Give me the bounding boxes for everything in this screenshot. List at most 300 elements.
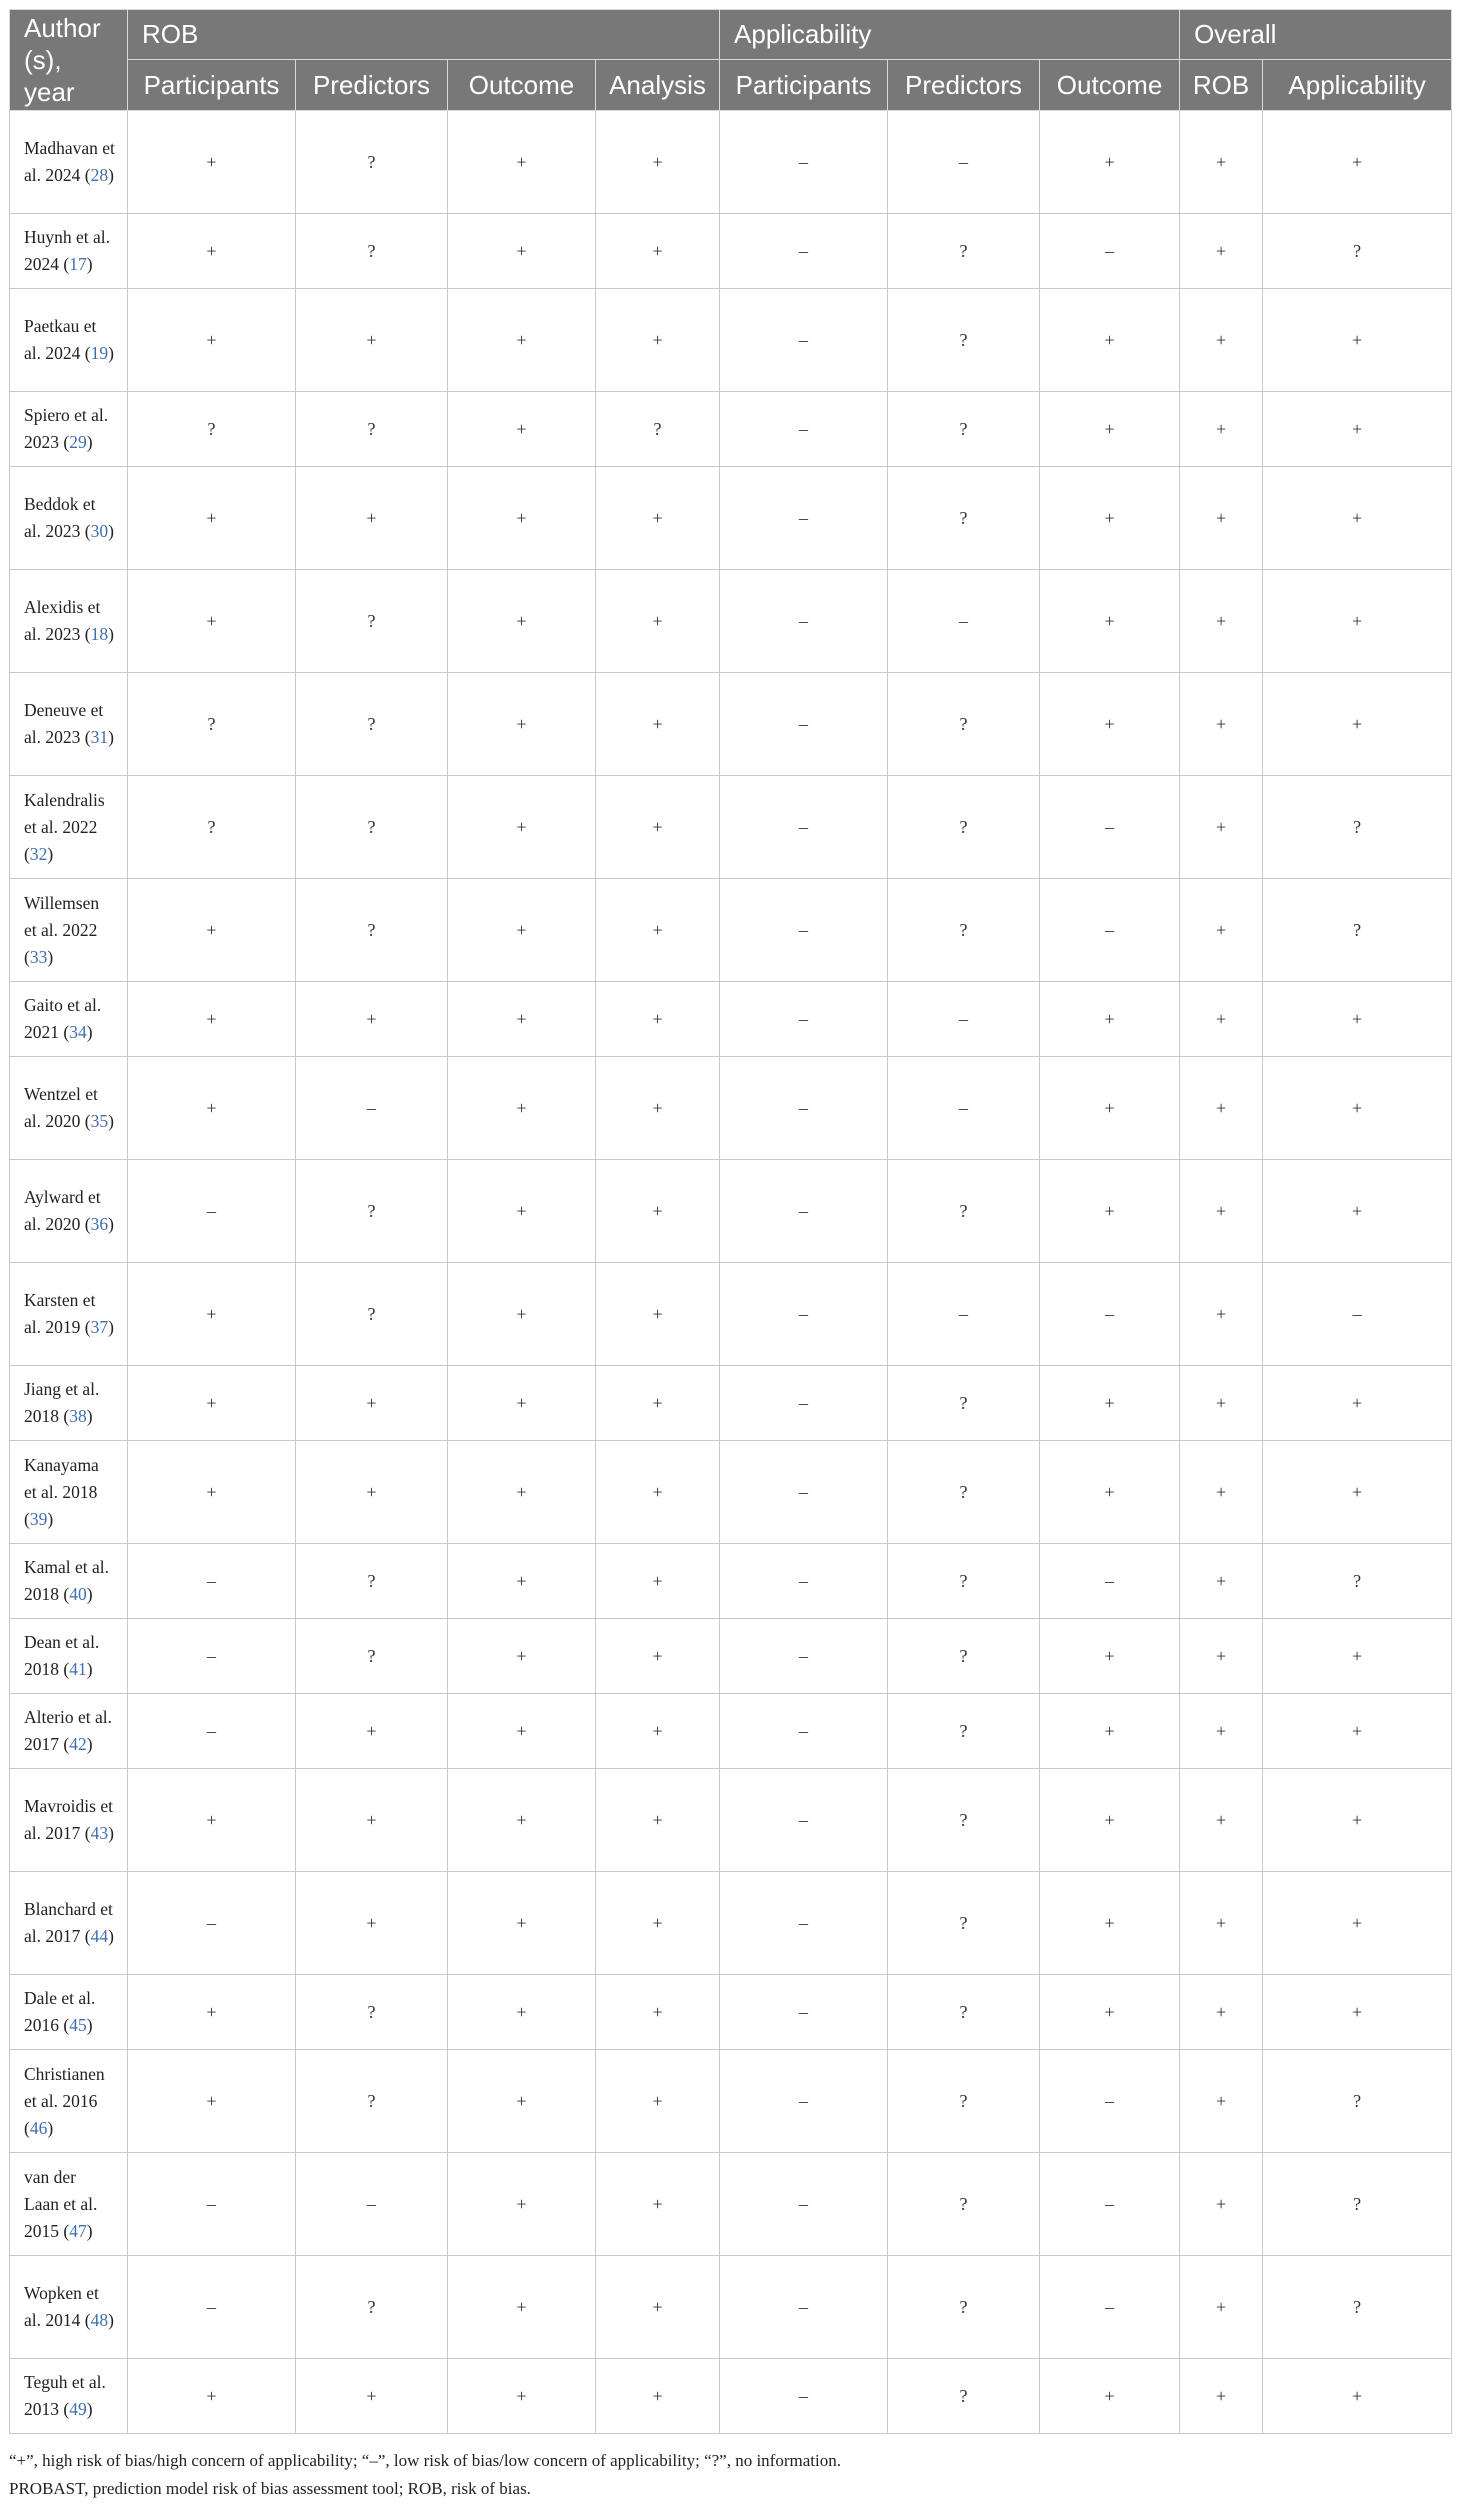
- assessment-value: +: [1104, 1097, 1115, 1118]
- overall-group-header: Overall: [1180, 10, 1452, 60]
- assessment-value: –: [799, 1200, 809, 1221]
- applicability-group-header: Applicability: [720, 10, 1180, 60]
- assessment-value: +: [516, 507, 527, 528]
- assessment-value: +: [516, 919, 527, 940]
- assessment-value: –: [959, 610, 969, 631]
- reference-link[interactable]: 33: [29, 946, 48, 967]
- assessment-cell: [720, 1694, 888, 1769]
- assessment-cell: [296, 1263, 448, 1366]
- assessment-value: +: [1351, 713, 1363, 734]
- assessment-cell: [128, 1544, 296, 1619]
- assessment-cell: [596, 1263, 720, 1366]
- assessment-cell: [1263, 214, 1452, 289]
- assessment-cell: [720, 111, 888, 214]
- table-row: [10, 1544, 1452, 1619]
- assessment-cell: [1040, 982, 1180, 1057]
- assessment-cell: [128, 1263, 296, 1366]
- assessment-value: –: [799, 329, 809, 350]
- assessment-cell: [888, 673, 1040, 776]
- assessment-cell: [448, 1263, 596, 1366]
- assessment-cell: [448, 2359, 596, 2434]
- author-name: Dean et al. 2018: [24, 1632, 100, 1679]
- assessment-value: +: [206, 1303, 217, 1324]
- assessment-value: +: [652, 919, 663, 940]
- assessment-cell: [128, 879, 296, 982]
- assessment-cell: [1263, 1872, 1452, 1975]
- reference-link[interactable]: 19: [90, 343, 109, 363]
- assessment-value: +: [652, 1008, 663, 1029]
- assessment-cell: [1040, 1694, 1180, 1769]
- assessment-value: +: [1215, 1570, 1227, 1591]
- assessment-value: ?: [367, 151, 376, 172]
- author-cell: Gaito et al. 2021 (34): [10, 982, 128, 1057]
- assessment-cell: [448, 2256, 596, 2359]
- assessment-cell: [448, 467, 596, 570]
- assessment-value: +: [1351, 1481, 1363, 1502]
- assessment-cell: [448, 1441, 596, 1544]
- assessment-cell: [296, 392, 448, 467]
- assessment-cell: [720, 1619, 888, 1694]
- assessment-value: ?: [959, 240, 968, 261]
- assessment-cell: [1180, 570, 1263, 673]
- assessment-cell: [596, 776, 720, 879]
- assessment-cell: [1180, 1769, 1263, 1872]
- assessment-cell: [888, 392, 1040, 467]
- assessment-cell: [888, 111, 1040, 214]
- assessment-value: +: [652, 610, 663, 631]
- assessment-cell: [888, 982, 1040, 1057]
- author-cell: Dean et al. 2018 (41): [10, 1619, 128, 1694]
- assessment-value: +: [206, 2090, 217, 2111]
- assessment-cell: [1180, 1694, 1263, 1769]
- assessment-value: +: [1215, 713, 1227, 734]
- assessment-value: +: [1104, 1392, 1115, 1413]
- assessment-value: –: [799, 816, 809, 837]
- assessment-value: +: [1215, 1809, 1227, 1830]
- author-cell: Christianen et al. 2016 (46): [10, 2050, 128, 2153]
- assessment-value: +: [1104, 151, 1115, 172]
- reference-link[interactable]: 17: [69, 254, 87, 274]
- assessment-value: –: [799, 2385, 809, 2406]
- assessment-cell: [128, 1872, 296, 1975]
- assessment-cell: [128, 1160, 296, 1263]
- reference-link[interactable]: 42: [69, 1734, 87, 1754]
- reference-link[interactable]: 34: [69, 1022, 87, 1042]
- assessment-cell: [720, 673, 888, 776]
- table-header: [10, 10, 1452, 111]
- reference-link[interactable]: 35: [90, 1111, 109, 1131]
- assessment-cell: [1263, 1975, 1452, 2050]
- assessment-cell: [128, 982, 296, 1057]
- assessment-value: ?: [959, 2090, 968, 2111]
- assessment-cell: [888, 2359, 1040, 2434]
- reference-link[interactable]: 37: [90, 1317, 109, 1337]
- assessment-value: +: [516, 1008, 527, 1029]
- assessment-value: +: [516, 2090, 527, 2111]
- assessment-cell: [128, 1769, 296, 1872]
- assessment-value: +: [516, 1481, 527, 1502]
- assessment-value: –: [959, 1097, 969, 1118]
- reference-link[interactable]: 44: [90, 1926, 109, 1946]
- table-row: [10, 1872, 1452, 1975]
- author-name: Aylward et al. 2020: [24, 1187, 101, 1234]
- assessment-value: +: [1215, 1392, 1227, 1413]
- assessment-cell: [596, 879, 720, 982]
- assessment-cell: [296, 776, 448, 879]
- assessment-value: +: [366, 1008, 377, 1029]
- assessment-cell: [1263, 2256, 1452, 2359]
- assessment-cell: [448, 879, 596, 982]
- assessment-cell: [1263, 392, 1452, 467]
- assessment-value: +: [1351, 1392, 1363, 1413]
- assessment-value: +: [206, 2001, 217, 2022]
- assessment-value: ?: [367, 1303, 376, 1324]
- table-row: [10, 467, 1452, 570]
- assessment-cell: [128, 214, 296, 289]
- assessment-cell: [596, 1057, 720, 1160]
- assessment-value: ?: [1353, 2296, 1362, 2317]
- applicability-predictors-header: Predictors: [888, 60, 1040, 111]
- assessment-cell: [448, 1975, 596, 2050]
- assessment-cell: [1180, 1366, 1263, 1441]
- assessment-cell: [296, 570, 448, 673]
- reference-link[interactable]: 29: [69, 432, 87, 452]
- author-cell: Madhavan et al. 2024 (28): [10, 111, 128, 214]
- assessment-value: +: [652, 2001, 663, 2022]
- table-row: [10, 1694, 1452, 1769]
- author-cell: Kalendralis et al. 2022 (32): [10, 776, 128, 879]
- assessment-cell: [596, 982, 720, 1057]
- rob-analysis-header: Analysis: [596, 60, 720, 111]
- reference-link[interactable]: 38: [69, 1406, 87, 1426]
- assessment-cell: [596, 2153, 720, 2256]
- assessment-cell: [296, 289, 448, 392]
- assessment-value: +: [1215, 1303, 1227, 1324]
- reference-link[interactable]: 46: [29, 2117, 48, 2138]
- assessment-cell: [596, 289, 720, 392]
- assessment-cell: [1180, 2359, 1263, 2434]
- assessment-cell: [1263, 467, 1452, 570]
- assessment-cell: [296, 1057, 448, 1160]
- assessment-cell: [888, 1975, 1040, 2050]
- reference-link[interactable]: 47: [69, 2220, 87, 2241]
- assessment-cell: [1040, 2256, 1180, 2359]
- assessment-cell: [448, 982, 596, 1057]
- assessment-value: –: [367, 1097, 376, 1118]
- assessment-cell: [128, 673, 296, 776]
- assessment-value: +: [652, 1097, 663, 1118]
- author-cell: Alterio et al. 2017 (42): [10, 1694, 128, 1769]
- assessment-cell: [1180, 1544, 1263, 1619]
- author-column-header: Author (s), year: [10, 10, 128, 111]
- assessment-cell: [1263, 1619, 1452, 1694]
- assessment-value: –: [799, 1097, 809, 1118]
- author-name: Kamal et al. 2018: [24, 1557, 110, 1604]
- assessment-value: +: [1215, 2193, 1227, 2214]
- assessment-value: +: [516, 418, 527, 439]
- assessment-value: –: [207, 2296, 216, 2317]
- assessment-cell: [1040, 1619, 1180, 1694]
- assessment-cell: [596, 1544, 720, 1619]
- assessment-value: ?: [959, 919, 968, 940]
- assessment-value: –: [207, 1720, 216, 1741]
- reference-link[interactable]: 40: [69, 1584, 87, 1604]
- reference-link[interactable]: 32: [29, 843, 48, 864]
- author-name: van der Laan et al. 2015: [24, 2166, 98, 2241]
- assessment-cell: [720, 1366, 888, 1441]
- assessment-value: +: [516, 1303, 527, 1324]
- table-row: [10, 1975, 1452, 2050]
- assessment-cell: [1040, 776, 1180, 879]
- table-row: [10, 2359, 1452, 2434]
- assessment-value: +: [1351, 1809, 1363, 1830]
- assessment-value: +: [652, 2385, 663, 2406]
- assessment-cell: [128, 2153, 296, 2256]
- assessment-cell: [128, 2256, 296, 2359]
- table-row: [10, 2256, 1452, 2359]
- reference-link[interactable]: 39: [29, 1508, 48, 1529]
- probast-table: [9, 9, 1452, 2434]
- assessment-cell: [888, 1057, 1040, 1160]
- assessment-cell: [1040, 111, 1180, 214]
- assessment-value: +: [516, 713, 527, 734]
- assessment-cell: [720, 1769, 888, 1872]
- assessment-cell: [1263, 1441, 1452, 1544]
- assessment-cell: [720, 2050, 888, 2153]
- assessment-cell: [1180, 1975, 1263, 2050]
- assessment-cell: [596, 1619, 720, 1694]
- reference-link[interactable]: 31: [90, 727, 109, 747]
- rob-outcome-header: Outcome: [448, 60, 596, 111]
- table-row: [10, 776, 1452, 879]
- assessment-value: +: [1104, 713, 1115, 734]
- assessment-cell: [888, 1441, 1040, 1544]
- assessment-cell: [888, 2153, 1040, 2256]
- table-body: [10, 111, 1452, 2434]
- applicability-outcome-header: Outcome: [1040, 60, 1180, 111]
- assessment-cell: [596, 1975, 720, 2050]
- assessment-value: –: [1105, 2296, 1115, 2317]
- assessment-value: +: [366, 507, 377, 528]
- assessment-value: +: [1215, 1912, 1227, 1933]
- assessment-cell: [596, 214, 720, 289]
- assessment-value: +: [652, 1645, 663, 1666]
- author-cell: Kamal et al. 2018 (40): [10, 1544, 128, 1619]
- reference-link[interactable]: 36: [90, 1214, 109, 1234]
- author-name: Gaito et al. 2021: [24, 995, 102, 1042]
- assessment-value: +: [366, 329, 377, 350]
- assessment-value: –: [207, 1200, 216, 1221]
- reference-link[interactable]: 49: [69, 2399, 87, 2419]
- assessment-value: ?: [207, 816, 216, 837]
- assessment-cell: [1180, 467, 1263, 570]
- assessment-cell: [720, 214, 888, 289]
- assessment-value: ?: [959, 2385, 968, 2406]
- assessment-value: +: [366, 1720, 377, 1741]
- assessment-cell: [596, 2050, 720, 2153]
- assessment-value: +: [206, 507, 217, 528]
- author-cell: Jiang et al. 2018 (38): [10, 1366, 128, 1441]
- assessment-cell: [128, 1619, 296, 1694]
- assessment-cell: [720, 1263, 888, 1366]
- assessment-value: +: [1104, 1720, 1115, 1741]
- assessment-value: +: [1104, 1008, 1115, 1029]
- author-name: Wentzel et al. 2020: [24, 1084, 98, 1131]
- assessment-cell: [888, 1769, 1040, 1872]
- assessment-value: +: [516, 329, 527, 350]
- author-name: Kanayama et al. 2018: [24, 1454, 99, 1502]
- assessment-value: +: [206, 610, 217, 631]
- assessment-cell: [888, 2256, 1040, 2359]
- assessment-value: +: [652, 713, 663, 734]
- assessment-value: +: [1215, 2001, 1227, 2022]
- reference-link[interactable]: 45: [69, 2015, 87, 2035]
- table-row: [10, 214, 1452, 289]
- assessment-cell: [296, 1872, 448, 1975]
- assessment-value: +: [1215, 151, 1227, 172]
- author-cell: Karsten et al. 2019 (37): [10, 1263, 128, 1366]
- assessment-cell: [448, 776, 596, 879]
- assessment-value: ?: [653, 418, 662, 439]
- assessment-value: +: [1351, 2385, 1363, 2406]
- assessment-cell: [720, 289, 888, 392]
- author-cell: Aylward et al. 2020 (36): [10, 1160, 128, 1263]
- assessment-value: +: [366, 2385, 377, 2406]
- assessment-value: +: [516, 2296, 527, 2317]
- assessment-value: –: [799, 240, 809, 261]
- assessment-cell: [720, 1160, 888, 1263]
- assessment-value: +: [1104, 610, 1115, 631]
- reference-link[interactable]: 30: [90, 521, 109, 541]
- assessment-value: +: [652, 1481, 663, 1502]
- reference-link[interactable]: 41: [69, 1659, 87, 1679]
- assessment-cell: [128, 1975, 296, 2050]
- assessment-value: –: [1352, 1303, 1362, 1324]
- assessment-cell: [448, 1366, 596, 1441]
- assessment-value: +: [516, 1570, 527, 1591]
- assessment-value: ?: [367, 713, 376, 734]
- assessment-value: +: [1351, 610, 1363, 631]
- author-cell: Kanayama et al. 2018 (39): [10, 1441, 128, 1544]
- assessment-cell: [448, 289, 596, 392]
- assessment-value: +: [206, 151, 217, 172]
- assessment-cell: [596, 392, 720, 467]
- assessment-value: ?: [959, 2296, 968, 2317]
- assessment-cell: [128, 1366, 296, 1441]
- assessment-cell: [448, 111, 596, 214]
- assessment-value: +: [1215, 507, 1227, 528]
- assessment-value: –: [207, 1570, 216, 1591]
- assessment-value: +: [652, 1200, 663, 1221]
- author-cell: Wentzel et al. 2020 (35): [10, 1057, 128, 1160]
- assessment-cell: [888, 570, 1040, 673]
- assessment-value: +: [1215, 1645, 1227, 1666]
- assessment-value: +: [516, 1392, 527, 1413]
- assessment-cell: [1040, 467, 1180, 570]
- author-name: Karsten et al. 2019: [24, 1290, 96, 1337]
- assessment-value: +: [366, 1912, 377, 1933]
- assessment-cell: [1263, 289, 1452, 392]
- table-row: [10, 1160, 1452, 1263]
- assessment-cell: [448, 1769, 596, 1872]
- assessment-cell: [1180, 1441, 1263, 1544]
- table-row: [10, 2153, 1452, 2256]
- assessment-value: +: [516, 2385, 527, 2406]
- assessment-value: ?: [959, 713, 968, 734]
- reference-link[interactable]: 48: [90, 2310, 109, 2330]
- assessment-value: +: [1351, 1912, 1363, 1933]
- assessment-value: +: [1104, 1645, 1115, 1666]
- assessment-cell: [720, 570, 888, 673]
- assessment-cell: [448, 392, 596, 467]
- assessment-value: –: [799, 1912, 809, 1933]
- assessment-cell: [128, 776, 296, 879]
- author-cell: Teguh et al. 2013 (49): [10, 2359, 128, 2434]
- assessment-cell: [448, 2050, 596, 2153]
- assessment-value: –: [207, 1912, 216, 1933]
- assessment-cell: [296, 1619, 448, 1694]
- assessment-value: +: [516, 2193, 527, 2214]
- assessment-value: +: [1104, 1200, 1115, 1221]
- table-row: [10, 1263, 1452, 1366]
- assessment-cell: [296, 673, 448, 776]
- rob-group-header: ROB: [128, 10, 720, 60]
- assessment-value: +: [1351, 1720, 1363, 1741]
- assessment-value: –: [207, 1645, 216, 1666]
- assessment-value: +: [652, 816, 663, 837]
- assessment-value: +: [1104, 418, 1115, 439]
- author-name: Teguh et al. 2013: [24, 2372, 106, 2419]
- reference-link[interactable]: 18: [90, 624, 109, 644]
- assessment-value: +: [1215, 610, 1227, 631]
- assessment-value: +: [1351, 1200, 1363, 1221]
- reference-link[interactable]: 28: [90, 165, 109, 185]
- assessment-value: ?: [959, 1570, 968, 1591]
- assessment-cell: [720, 2359, 888, 2434]
- reference-link[interactable]: 43: [90, 1823, 109, 1843]
- assessment-value: –: [799, 1645, 809, 1666]
- assessment-cell: [1180, 2153, 1263, 2256]
- assessment-cell: [128, 1694, 296, 1769]
- assessment-cell: [448, 1872, 596, 1975]
- assessment-cell: [720, 1872, 888, 1975]
- assessment-cell: [1180, 2050, 1263, 2153]
- assessment-cell: [596, 2256, 720, 2359]
- assessment-value: ?: [367, 1200, 376, 1221]
- assessment-cell: [1180, 1872, 1263, 1975]
- assessment-value: +: [1104, 2001, 1115, 2022]
- assessment-cell: [1040, 1975, 1180, 2050]
- author-cell: Beddok et al. 2023 (30): [10, 467, 128, 570]
- assessment-value: –: [799, 1303, 809, 1324]
- assessment-value: +: [516, 2001, 527, 2022]
- author-name: Alexidis et al. 2023: [24, 597, 101, 644]
- author-name: Jiang et al. 2018: [24, 1379, 100, 1426]
- assessment-value: +: [206, 2385, 217, 2406]
- assessment-cell: [720, 2153, 888, 2256]
- assessment-value: +: [652, 240, 663, 261]
- assessment-value: –: [1105, 2090, 1115, 2111]
- assessment-value: +: [516, 1912, 527, 1933]
- assessment-cell: [128, 2050, 296, 2153]
- author-name: Madhavan et al. 2024: [24, 138, 115, 185]
- assessment-cell: [128, 111, 296, 214]
- rob-table-container: [9, 9, 1451, 2434]
- assessment-value: ?: [367, 919, 376, 940]
- assessment-cell: [448, 570, 596, 673]
- assessment-value: +: [516, 151, 527, 172]
- assessment-value: +: [366, 1481, 377, 1502]
